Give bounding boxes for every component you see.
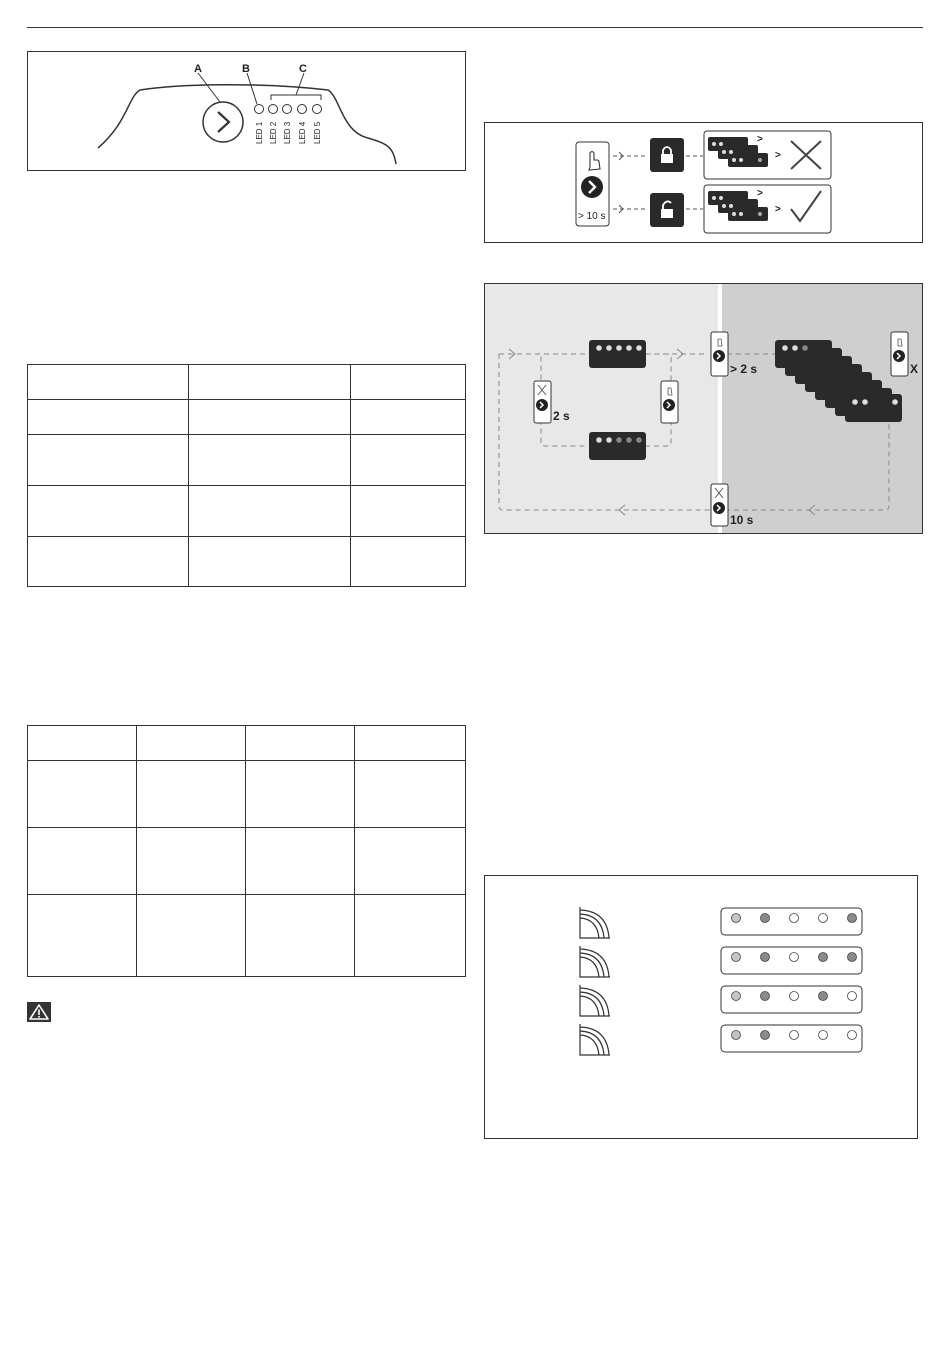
led-indicator bbox=[848, 992, 857, 1001]
led-indicator bbox=[819, 914, 828, 923]
led-indicator bbox=[761, 1031, 770, 1040]
signal-arc-icon bbox=[580, 985, 610, 1016]
time-hold: > 2 s bbox=[730, 362, 758, 376]
led-indicator bbox=[848, 1031, 857, 1040]
led-label-5: LED 5 bbox=[313, 121, 322, 144]
table-1 bbox=[27, 364, 466, 587]
led-label-1: LED 1 bbox=[255, 121, 264, 144]
arrow-mark-1: > bbox=[757, 134, 763, 145]
level-row bbox=[580, 907, 862, 938]
lock-figure bbox=[484, 122, 923, 243]
led-indicator bbox=[790, 914, 799, 923]
led-indicator bbox=[819, 1031, 828, 1040]
led-label-4: LED 4 bbox=[298, 121, 307, 144]
led-indicator bbox=[790, 992, 799, 1001]
lock-diagram bbox=[485, 123, 922, 242]
led-label-3: LED 3 bbox=[283, 121, 292, 144]
led-indicator bbox=[732, 914, 741, 923]
led-indicator bbox=[819, 953, 828, 962]
led-indicator bbox=[732, 1031, 741, 1040]
led-indicator bbox=[848, 914, 857, 923]
led-indicator bbox=[732, 953, 741, 962]
arrow-mark-4: > bbox=[775, 204, 781, 215]
led-indicator bbox=[790, 1031, 799, 1040]
mode-cycle-diagram bbox=[485, 284, 922, 533]
warning-triangle-icon bbox=[27, 1002, 51, 1022]
device-panel-drawing bbox=[28, 52, 465, 170]
signal-arc-icon bbox=[580, 946, 610, 977]
led-indicator bbox=[761, 914, 770, 923]
device-panel-figure bbox=[27, 51, 466, 171]
led-indicator bbox=[761, 992, 770, 1001]
timer-label: > 10 s bbox=[578, 211, 606, 222]
callout-b: B bbox=[242, 63, 250, 75]
signal-arc-icon bbox=[580, 907, 610, 938]
time-2s: 2 s bbox=[553, 409, 570, 423]
led-indicator bbox=[732, 992, 741, 1001]
led-indicator bbox=[790, 953, 799, 962]
callout-a: A bbox=[194, 63, 202, 75]
arrow-button-icon bbox=[203, 102, 243, 142]
level-row bbox=[580, 946, 862, 977]
signal-arc-icon bbox=[580, 1024, 610, 1055]
led-indicator bbox=[761, 953, 770, 962]
led-label-2: LED 2 bbox=[269, 121, 278, 144]
header-rule bbox=[27, 27, 923, 28]
mode-cycle-figure bbox=[484, 283, 923, 534]
led-indicator bbox=[848, 953, 857, 962]
time-10s: 10 s bbox=[730, 513, 754, 527]
arrow-mark-3: > bbox=[757, 188, 763, 199]
signal-levels-diagram bbox=[485, 876, 917, 1138]
signal-levels-figure bbox=[484, 875, 918, 1139]
level-row bbox=[580, 985, 862, 1016]
arrow-mark-2: > bbox=[775, 150, 781, 161]
level-row bbox=[580, 1024, 862, 1055]
exit-mark: X bbox=[910, 362, 919, 376]
callout-c: C bbox=[299, 63, 307, 75]
led-indicator bbox=[819, 992, 828, 1001]
table-2 bbox=[27, 725, 466, 977]
